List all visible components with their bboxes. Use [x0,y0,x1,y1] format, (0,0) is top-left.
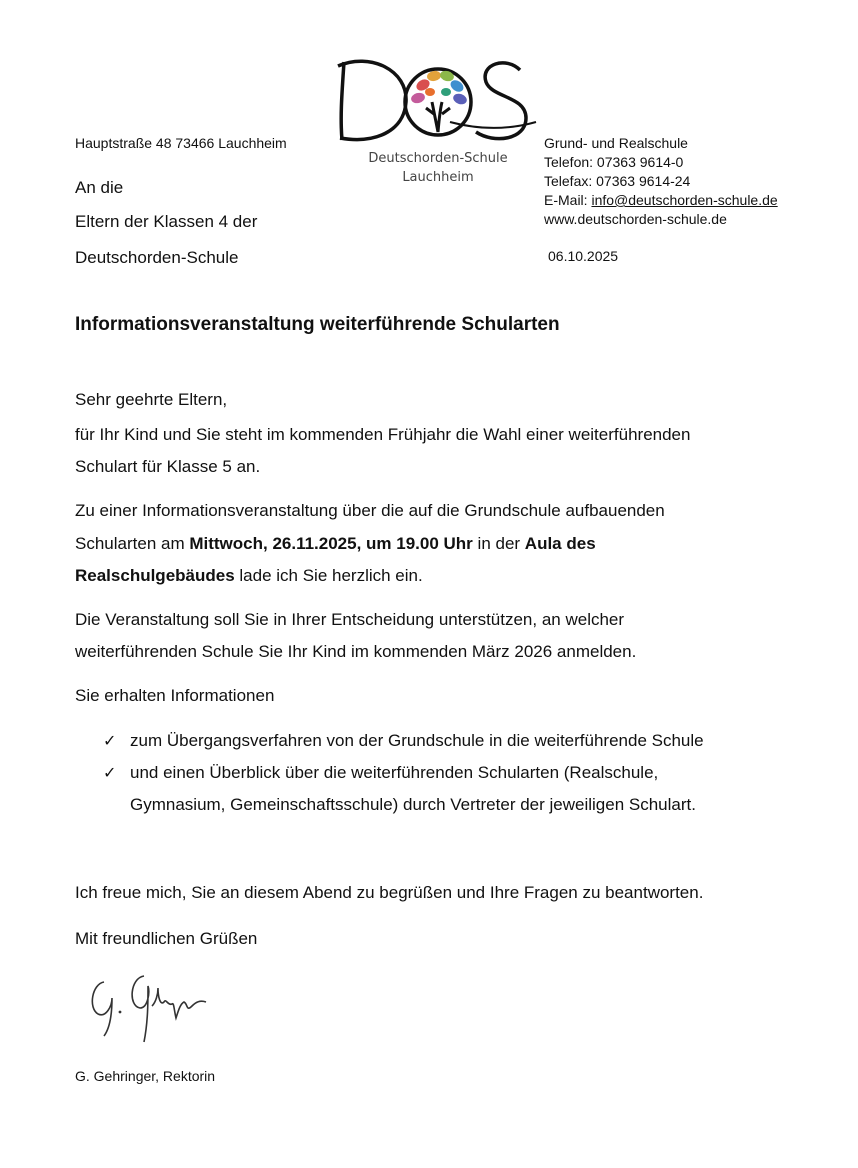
paragraph-1-line-2: Schulart für Klasse 5 an. [75,457,261,476]
salutation: Sehr geehrte Eltern, [75,390,228,409]
signature-graphic [82,962,222,1052]
sender-address: Hauptstraße 48 73466 Lauchheim [75,135,287,151]
handwritten-signature [82,962,222,1052]
recipient-line-3: Deutschorden-Schule [75,248,239,267]
bullet-2-line-2: Gymnasium, Gemeinschaftsschule) durch Vertreter der jeweiligen Schulart. [130,795,696,814]
paragraph-2-line-1: Zu einer Informationsveranstaltung über die auf die Grundschule aufbauenden [75,501,665,520]
recipient-line-1: An die [75,178,124,197]
checkmark-icon: ✓ [103,733,117,750]
school-logo [330,52,540,192]
email-link[interactable]: info@deutschorden-schule.de [591,192,778,208]
p2-text-c: in der [472,534,525,553]
closing-paragraph: Ich freue mich, Sie an diesem Abend zu begrüßen und Ihre Fragen zu beantworten. [75,883,704,902]
recipient-line-2: Eltern der Klassen 4 der [75,212,258,231]
bullet-2-line-1: und einen Überblick über die weiterführenden Schularten (Realschule, [130,763,659,782]
logo-subtitle-school: Deutschorden-Schule [368,151,508,166]
school-fax: Telefax: 07363 9614-24 [544,173,691,189]
event-location-a: Aula des [524,534,596,553]
school-phone: Telefon: 07363 9614-0 [544,154,684,170]
checkmark-icon: ✓ [103,765,117,782]
school-email-line [544,191,778,210]
paragraph-2-line-2 [75,534,596,554]
paragraph-3-line-1: Die Veranstaltung soll Sie in Ihrer Entscheidung unterstützen, an welcher [75,610,625,629]
school-type: Grund- und Realschule [544,135,688,151]
paragraph-2-line-3 [75,566,423,586]
paragraph-3-line-2: weiterführenden Schule Sie Ihr Kind im kommenden März 2026 anmelden. [75,642,637,661]
logo-subtitle-town: Lauchheim [402,170,474,185]
event-location-b: Realschulgebäudes [75,566,235,585]
letter-date: 06.10.2025 [548,248,619,264]
letter-title: Informationsveranstaltung weiterführende Schularten [75,314,560,335]
school-contact-block [544,134,778,229]
paragraph-4: Sie erhalten Informationen [75,686,275,705]
bullet-1: zum Übergangsverfahren von der Grundschule in die weiterführende Schule [130,731,704,750]
regards: Mit freundlichen Grüßen [75,929,258,948]
p2-text-e: lade ich Sie herzlich ein. [234,566,423,585]
school-website[interactable]: www.deutschorden-schule.de [544,211,727,227]
dos-logo-graphic [330,52,540,152]
event-datetime: Mittwoch, 26.11.2025, um 19.00 Uhr [189,534,473,553]
paragraph-1-line-1: für Ihr Kind und Sie steht im kommenden Frühjahr die Wahl einer weiterführenden [75,425,691,444]
email-label: E-Mail: [544,192,592,208]
p2-text-a: Schularten am [75,534,190,553]
signer-name: G. Gehringer, Rektorin [75,1068,216,1084]
